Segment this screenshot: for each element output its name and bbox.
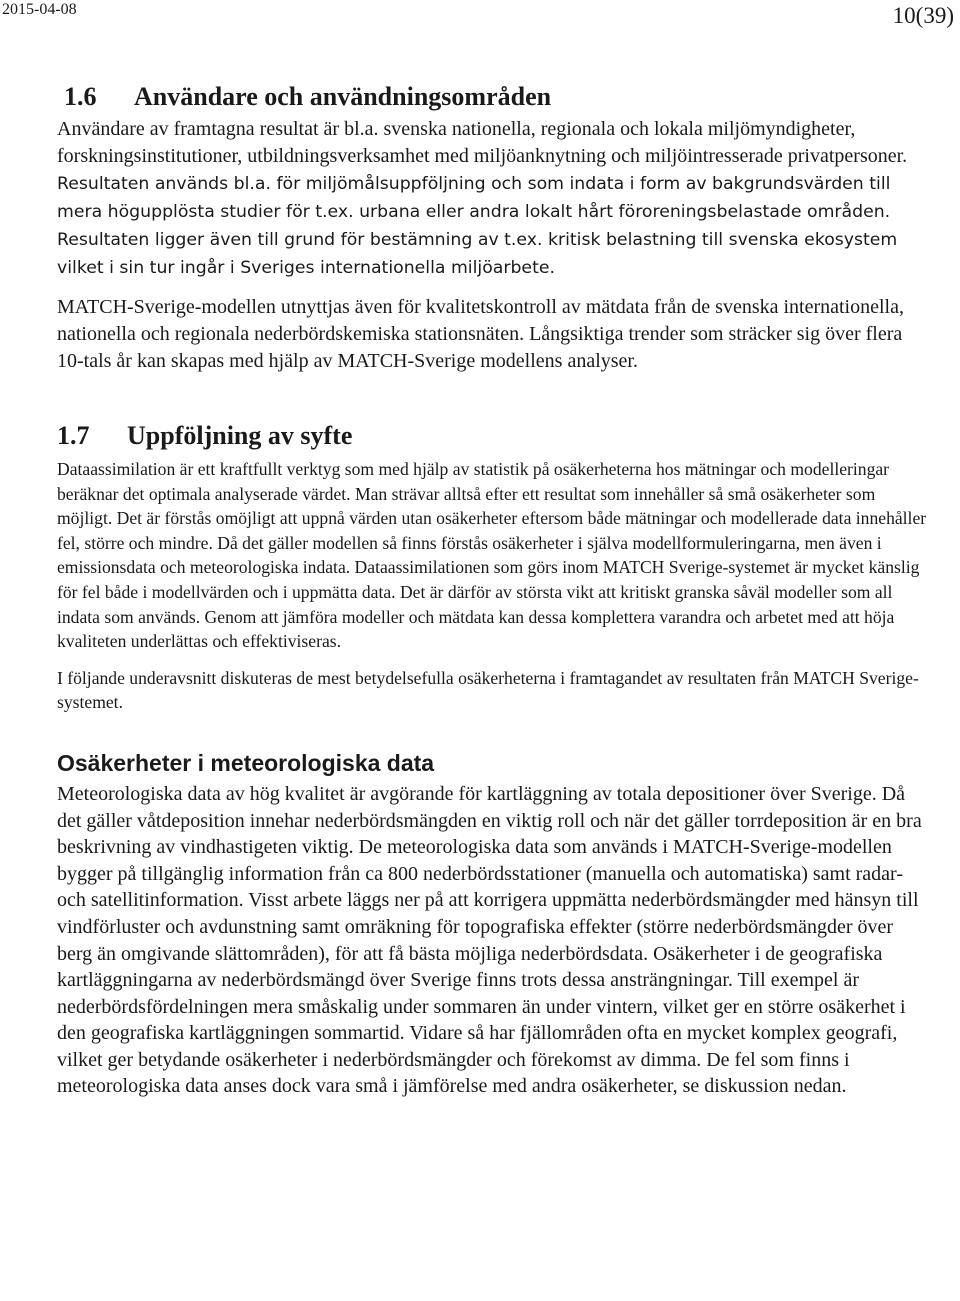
paragraph-users-serif-part: Användare av framtagna resultat är bl.a. svenska nationella, regionala och lokala miljömyndigheter, forskningsinstitutioner, utbildningsverksamhet med miljöanknytning och miljöintresserade privatpersoner.: [57, 118, 908, 167]
section-number: 1.7: [57, 421, 90, 450]
paragraph-match-quality-control: MATCH-Sverige-modellen utnyttjas även för kvalitetskontroll av mätdata från de svenska internationella, nationella och regionala nederbördskemiska stationsnäten. Långsiktiga trender som sträcker sig över flera 10-tals år kan skapas med hjälp av MATCH-Sverige modellens analyser.: [57, 296, 904, 372]
section-number: 1.6: [64, 82, 97, 111]
paragraph-data-assimilation: Dataassimilation är ett kraftfullt verktyg som med hjälp av statistik på osäkerheterna hos mätningar och modelleringar beräknar det optimala analyserade värdet. Man strävar alltså efter ett resultat som innehåller så små osäkerheter som möjligt. Det är förstås omöjligt att uppnå värden utan osäkerheter eftersom både mätningar och modellerade data innehåller fel, större och mindre. Då det gäller modellen så finns förstås osäkerheter i själva modellformuleringarna, men även i emissionsdata och meteorologiska indata. Dataassimilationen som görs inom MATCH Sverige-systemet är mycket känslig för fel både i modellvärden och i uppmätta data. Det är därför av största vikt att kritiskt granska såväl modeller som all indata som används. Genom att jämföra modeller och mätdata kan dessa komplettera varandra och arbetet med att höja kvaliteten underlättas och effektiviseras.: [57, 459, 927, 652]
section-title: Användare och användningsområden: [134, 82, 552, 111]
page-content: [57, 80, 932, 1100]
section-heading-1-7: [57, 419, 932, 457]
header-page-number: 10(39): [892, 3, 954, 28]
section-title: Uppföljning av syfte: [127, 421, 353, 450]
paragraph-subsection-intro: I följande underavsnitt diskuteras de mest betydelsefulla osäkerheterna i framtagandet av resultaten från MATCH Sverige-systemet.: [57, 667, 919, 713]
section-heading-1-6: [57, 80, 932, 116]
subsection-heading-meteorological-uncertainty: Osäkerheter i meteorologiska data: [57, 749, 435, 776]
header-date: 2015-04-08: [2, 1, 77, 18]
paragraph-users: [57, 116, 932, 282]
paragraph-users-sans-part: Resultaten används bl.a. för miljömålsuppföljning och som indata i form av bakgrundsvärden till mera högupplösta studier för t.ex. urbana eller andra lokalt hårt föroreningsbelastade områden. Resultaten ligger även till grund för bestämning av t.ex. kritisk belastning till svenska ekosystem vilket i sin tur ingår i Sveriges internationella miljöarbete.: [57, 174, 898, 278]
paragraph-meteorological-data: Meteorologiska data av hög kvalitet är avgörande för kartläggning av totala depositioner över Sverige. Då det gäller våtdeposition innehar nederbördsmängden en viktig roll och när det gäller torrdeposition är en bra beskrivning av vindhastigeten viktig. De meteorologiska data som används i MATCH-Sverige-modellen bygger på tillgänglig information från ca 800 nederbördsstationer (manuella och automatiska) samt radar- och satellitinformation. Visst arbete läggs ner på att korrigera uppmätta nederbördsmängder med hänsyn till vindförluster och avdunstning samt omräkning för topografiska effekter (större nederbördsmängder över berg än omgivande slättområden), för att få bästa möjliga nederbördsdata. Osäkerheter i de geografiska kartläggningarna av nederbördsmängd över Sverige finns trots dessa ansträngningar. Till exempel är nederbördsfördelningen mera småskalig under sommaren än under vintern, vilket ger en större osäkerhet i den geografiska kartläggningen sommartid. Vidare så har fjällområden ofta en mycket komplex geografi, vilket ger betydande osäkerheter i nederbördsmängder och förekomst av dimma. De fel som finns i meteorologiska data anses dock vara små i jämförelse med andra osäkerheter, se diskussion nedan.: [57, 782, 922, 1098]
